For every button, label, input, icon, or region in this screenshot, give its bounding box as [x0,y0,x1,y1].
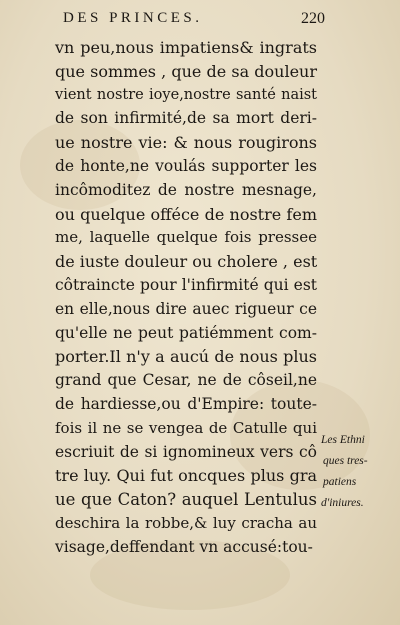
text-line: visage,deffendant vn accusé:tou- [55,537,313,556]
text-line: côtraincte pour l'infirmité qui est [55,275,317,294]
text-line: qu'elle ne peut patiémment com- [55,323,317,342]
text-line: tre luy. Qui fut oncques plus gra [55,466,317,486]
text-line: escriuit de si ignomineux vers cô [55,442,317,461]
text-line: de son infirmité,de sa mort deri- [55,109,317,128]
marginal-note-line: d'iniures. [321,497,364,509]
marginal-note-line: ques tres- [323,455,368,467]
text-line: ue nostre vie: & nous rougirons [55,133,317,153]
running-title: DES PRINCES. [63,10,203,26]
text-line: vn peu,nous impatiens& ingrats [55,38,317,57]
text-line: fois il ne se vengea de Catulle qui [55,418,317,437]
text-line: vient nostre ioye,nostre santé naist [55,86,317,103]
text-line: ou quelque offéce de nostre fem [55,204,317,224]
text-line: me, laquelle quelque fois pressee [55,228,317,247]
text-line: de honte,ne voulás supporter les [55,156,317,175]
page-number: 220 [301,10,325,27]
text-line: ue que Caton? auquel Lentulus [55,490,317,510]
text-line: grand que Cesar, ne de côseil,ne [55,371,317,390]
text-line: porter.Il n'y a aucú de nous plus [55,347,317,367]
text-line: de iuste douleur ou cholere , est [55,252,318,272]
text-line: de hardiesse,ou d'Empire: toute- [55,394,317,413]
body-text [55,36,317,560]
text-line: deschira la robbe,& luy cracha au [55,513,317,532]
text-line: en elle,nous dire auec rigueur ce [55,299,317,318]
page-header [63,10,325,32]
marginal-note-line: Les Ethni [321,434,365,446]
text-line: que sommes , que de sa douleur [55,61,317,81]
text-line: incômoditez de nostre mesnage, [55,180,317,199]
marginal-note [321,430,393,514]
marginal-note-line: patiens [323,476,357,488]
